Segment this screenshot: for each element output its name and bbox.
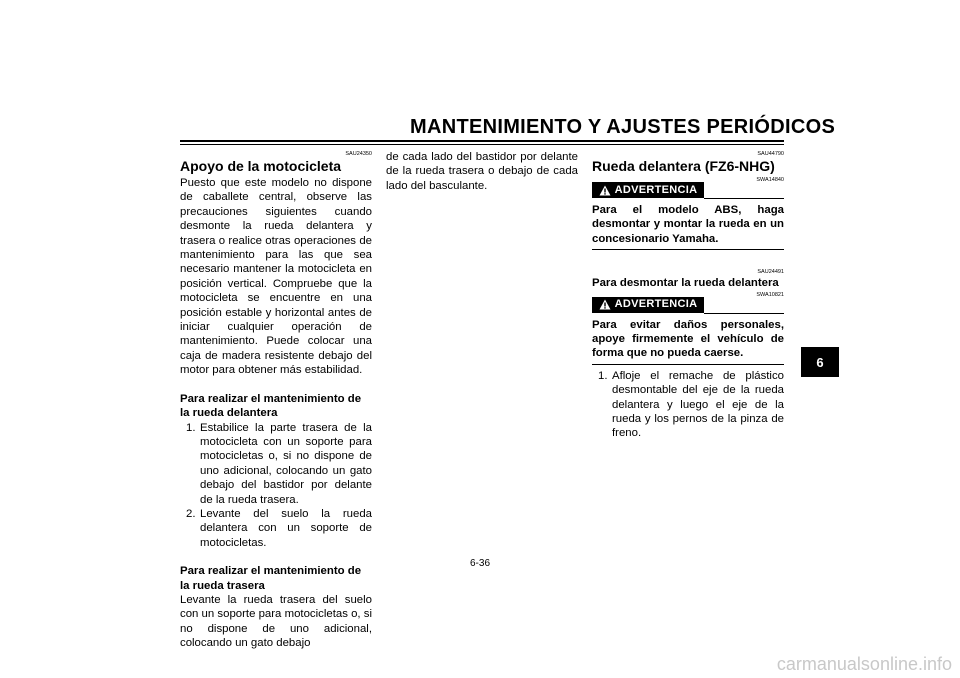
subsection-heading: Para desmontar la rueda delantera (592, 277, 779, 290)
warning-triangle-icon (599, 185, 611, 196)
step-number: 1. (186, 421, 196, 434)
warning-code: SWA10821 (756, 291, 784, 298)
column-1 (180, 150, 372, 651)
warning-rule (704, 198, 784, 199)
page-title: MANTENIMIENTO Y AJUSTES PERIÓDICOS (410, 116, 836, 138)
section-heading: Apoyo de la motocicleta (180, 158, 342, 174)
page-number: 6-36 (469, 558, 490, 569)
subsection-code: SAU24491 (757, 269, 784, 276)
front-wheel-steps (180, 421, 372, 551)
warning-banner (592, 182, 784, 199)
column-2 (386, 150, 578, 193)
list-item (180, 421, 372, 507)
warning-text: Para evitar daños personales, apoye firmemente el vehículo de forma que no pueda caerse. (592, 318, 784, 360)
watermark: carmanualsonline.info (776, 654, 952, 674)
rear-wheel-heading: Para realizar el mantenimiento de la rueda trasera (180, 565, 362, 592)
section-heading: Rueda delantera (FZ6-NHG) (592, 158, 775, 174)
list-item (592, 369, 784, 441)
warning-label: ADVERTENCIA (614, 298, 698, 311)
warning-label: ADVERTENCIA (614, 183, 698, 196)
title-rule (180, 140, 784, 142)
warning-text: Para el modelo ABS, haga desmontar y montar la rueda en un concesionario Yamaha. (592, 204, 784, 245)
warning-code: SWA14840 (756, 177, 784, 183)
step-number: 1. (598, 369, 608, 382)
title-rule-thin (180, 144, 784, 145)
warning-end-rule (592, 364, 784, 365)
list-item (180, 507, 372, 550)
step-text: Afloje el remache de plástico desmontable del eje de la rueda delantera y luego el eje de la rueda y los pernos de la pinza de freno. (612, 369, 784, 440)
front-wheel-removal-steps (592, 369, 784, 441)
warning-label-box (592, 297, 704, 313)
rear-wheel-paragraph: Levante la rueda trasera del suelo con un soporte para motocicletas o, si no dispone de uno adicional, colocando un gato debajo (180, 593, 372, 650)
front-wheel-heading: Para realizar el mantenimiento de la rueda delantera (180, 392, 362, 420)
section-code: SAU44790 (757, 151, 784, 157)
warning-label-box (592, 182, 704, 198)
step-number: 2. (186, 507, 196, 520)
warning-triangle-icon (599, 299, 611, 310)
chapter-tab[interactable]: 6 (801, 347, 839, 377)
step-text: Levante del suelo la rueda delantera con un soporte de motocicletas. (200, 507, 372, 549)
section-code: SAU24350 (345, 151, 372, 157)
warning-rule (704, 313, 784, 314)
column-3 (592, 150, 784, 441)
warning-banner (592, 297, 784, 314)
step-text: Estabilice la parte trasera de la motocicleta con un soporte para motocicletas o, si no dispone de uno adicional, colocando un gato debajo del bastidor por delante de la rueda trasera. (200, 421, 372, 506)
rear-wheel-paragraph-continued: de cada lado del bastidor por delante de la rueda trasera o debajo de cada lado del basculante. (386, 151, 578, 192)
intro-paragraph: Puesto que este modelo no dispone de caballete central, observe las precauciones siguientes cuando desmonte la rueda delantera y trasera o realice otras operaciones de mantenimiento para las que sea necesario mantener la motocicleta en posición vertical. Compruebe que la motocicleta se encuentre en una posición estable y horizontal antes de iniciar cualquier operación de mantenimiento. Puede colocar una caja de madera resistente debajo del motor para obtener más estabilidad. (180, 177, 372, 377)
